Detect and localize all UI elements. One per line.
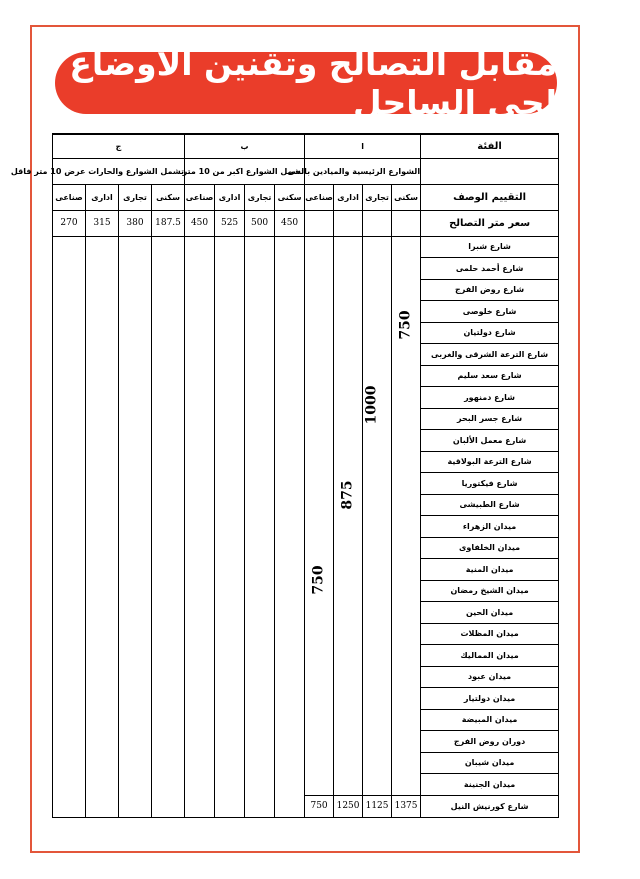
usage-header: سكنى	[275, 184, 305, 210]
street-name: شارع دمنهور	[421, 387, 559, 409]
page-title: مقابل التصالح وتقنين الأوضاع لحى الساحل	[55, 52, 557, 114]
street-name: ميدان الزهراء	[421, 516, 559, 538]
street-name: ميدان المبيضة	[421, 709, 559, 731]
price-cell: 315	[86, 210, 119, 236]
street-name: شارع روض الفرج	[421, 279, 559, 301]
street-name: شارع خلوصى	[421, 301, 559, 323]
usage-header: صناعى	[305, 184, 334, 210]
street-name: ميدان عبود	[421, 666, 559, 688]
street-name: ميدان المظلات	[421, 623, 559, 645]
street-name: ميدان دولتيار	[421, 688, 559, 710]
category-b-header: ب	[185, 134, 305, 158]
price-cell: 525	[215, 210, 245, 236]
price-cell: 500	[245, 210, 275, 236]
street-name: ميدان الحين	[421, 602, 559, 624]
cat-a-residential-value: 750	[392, 236, 421, 795]
empty-column	[119, 236, 152, 817]
price-cell	[334, 210, 363, 236]
usage-header: صناعى	[53, 184, 86, 210]
cat-a-commercial-value: 1000	[363, 236, 392, 795]
price-cell	[363, 210, 392, 236]
category-a-header: ا	[305, 134, 421, 158]
street-name: ميدان الخلفاوى	[421, 537, 559, 559]
street-name: شارع الطبيشى	[421, 494, 559, 516]
empty-column	[245, 236, 275, 817]
usage-header: تجارى	[119, 184, 152, 210]
usage-header: تجارى	[363, 184, 392, 210]
category-c-description: تشمل الشوارع والحارات عرض 10 متر فاقل	[53, 158, 185, 184]
category-a-description: الشوارع الرئيسية والميادين بالحى	[305, 158, 421, 184]
usage-header: تجارى	[245, 184, 275, 210]
empty-column	[86, 236, 119, 817]
category-c-header: ج	[53, 134, 185, 158]
street-name: شارع سعد سليم	[421, 365, 559, 387]
street-name: شارع أحمد حلمى	[421, 258, 559, 280]
price-cell: 450	[275, 210, 305, 236]
street-name: ميدان الجنينة	[421, 774, 559, 796]
usage-header: صناعى	[185, 184, 215, 210]
corniche-value: 1125	[363, 795, 392, 817]
street-name: شارع معمل الألبان	[421, 430, 559, 452]
empty-column	[152, 236, 185, 817]
price-cell	[305, 210, 334, 236]
price-cell: 270	[53, 210, 86, 236]
street-name: شارع الترعة البولاقية	[421, 451, 559, 473]
street-name: ميدان شيبان	[421, 752, 559, 774]
street-name: شارع جسر البحر	[421, 408, 559, 430]
cat-a-administrative-value: 875	[334, 236, 363, 795]
street-name: شارع دولتيان	[421, 322, 559, 344]
price-label: سعر متر التصالح	[421, 210, 559, 236]
price-cell: 380	[119, 210, 152, 236]
empty-column	[275, 236, 305, 817]
empty-column	[215, 236, 245, 817]
price-cell	[392, 210, 421, 236]
usage-header: ادارى	[334, 184, 363, 210]
corniche-value: 1250	[334, 795, 363, 817]
reconciliation-price-table	[10, 133, 559, 818]
street-name: شارع فيكتوريا	[421, 473, 559, 495]
street-name: شارع كورنيش النيل	[421, 795, 559, 817]
price-cell: 187.5	[152, 210, 185, 236]
empty-column	[185, 236, 215, 817]
price-cell: 450	[185, 210, 215, 236]
valuation-label: التقييم الوصف	[421, 184, 559, 210]
usage-header: ادارى	[215, 184, 245, 210]
blank-cell	[421, 158, 559, 184]
street-name: شارع شبرا	[421, 236, 559, 258]
usage-header: سكنى	[152, 184, 185, 210]
usage-header: ادارى	[86, 184, 119, 210]
usage-header: سكنى	[392, 184, 421, 210]
street-name: ميدان الشيخ رمضان	[421, 580, 559, 602]
street-name: دوران روض الفرج	[421, 731, 559, 753]
corniche-value: 1375	[392, 795, 421, 817]
street-name: ميدان المنية	[421, 559, 559, 581]
corniche-value: 750	[305, 795, 334, 817]
category-label: الفئة	[421, 134, 559, 158]
street-name: ميدان المماليك	[421, 645, 559, 667]
empty-column	[53, 236, 86, 817]
cat-a-industrial-value: 750	[305, 236, 334, 795]
street-name: شارع الترعة الشرقى والغربى	[421, 344, 559, 366]
category-b-description: تشمل الشوارع اكبر من 10 متر	[185, 158, 305, 184]
